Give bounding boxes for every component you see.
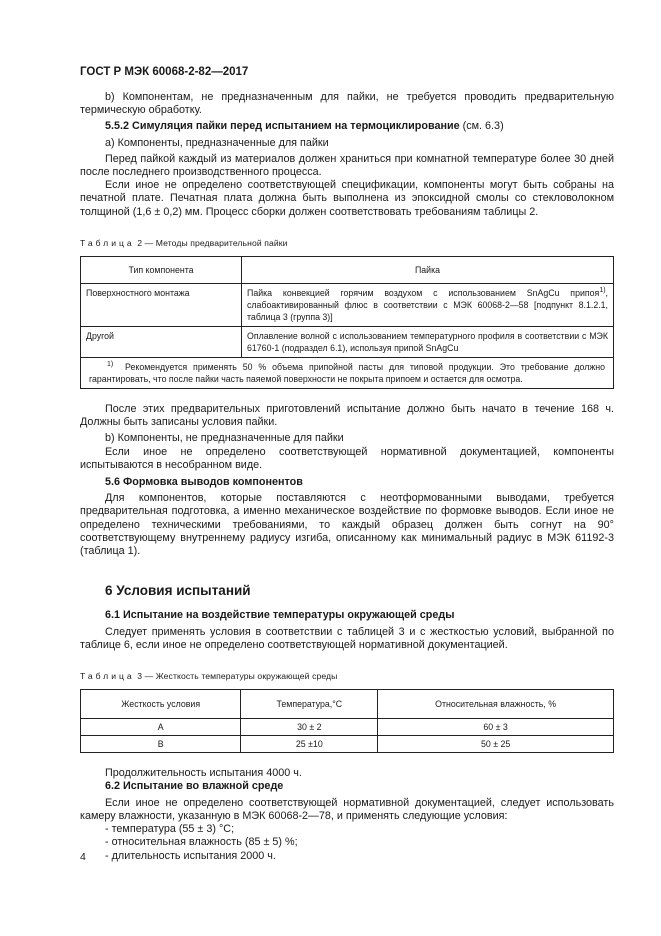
page-content: [80, 91, 614, 863]
subsection-title: Формовка выводов компонентов: [123, 476, 303, 489]
item-b-non-solderable: b) Компоненты, не предназначенные для пайки: [105, 432, 344, 445]
table-header-row: [81, 257, 614, 284]
ambient-conditions-paragraph: Следует применять условия в соответствии с таблицей 3 и с жесткостью условий, выбранной по таблице 6, если иное не определено соответствующей нормативной документацией.: [80, 625, 614, 651]
subsection-number: 5.6: [105, 476, 121, 489]
conditions-list: [80, 823, 614, 863]
table-2-caption: [80, 237, 614, 250]
subsection-title: Испытание во влажной среде: [123, 780, 284, 793]
table-caption-label: Таблица: [80, 671, 135, 682]
cell-humidity: 50 ± 25: [378, 736, 614, 753]
cell-component-type: Другой: [81, 327, 242, 358]
storage-paragraph: Перед пайкой каждый из материалов должен храниться при комнатной температуре более 30 дней после последнего производственного процесса.: [80, 152, 614, 179]
table-caption-label: Таблица: [80, 237, 135, 248]
item-b-no-heat-treatment: b) Компонентам, не предназначенным для пайки, не требуется проводить предварительную термическую обработку.: [80, 91, 614, 117]
column-header-solder: Пайка: [242, 257, 614, 284]
table-row: [81, 719, 614, 736]
footnote-ref: 1): [599, 287, 606, 295]
table-row: [81, 736, 614, 753]
subsection-number: 6.2: [105, 780, 121, 793]
subsection-title: Симуляция пайки перед испытанием на термоциклирование: [132, 120, 460, 133]
test-duration: Продолжительность испытания 4000 ч.: [105, 767, 302, 780]
cell-humidity: 60 ± 3: [378, 719, 614, 736]
column-header-humidity: Относительная влажность, %: [378, 690, 614, 719]
footnote-mark: 1): [107, 361, 114, 369]
cell-severity: B: [81, 736, 241, 753]
section-6-heading: [80, 584, 614, 597]
table-3: [80, 689, 614, 753]
table-caption-text: 3 — Жесткость температуры окружающей среды: [137, 671, 338, 682]
list-item: - относительная влажность (85 ± 5) %;: [105, 836, 298, 849]
table-caption-text: 2 — Методы предварительной пайки: [137, 237, 288, 248]
table-3-caption: [80, 670, 614, 683]
cell-solder-method: Оплавление волной с использованием температурного профиля в соответствии с МЭК 61760-1 (подраздел 6.1), используя припой SnAgCu: [242, 327, 614, 358]
table-row: [81, 327, 614, 358]
cell-solder-method: [242, 284, 614, 327]
table-row: [81, 284, 614, 327]
lead-forming-paragraph: Для компонентов, которые поставляются с неотформованными выводами, требуется предварительная подготовка, а именно механическое воздействие по формовке выводов. Если иное не определено техническими требованиями, то каждый образец должен быть согнут на 90° соответствующему внутреннему радиусу изгиба, описанному как минимальный радиус в МЭК 61192-3 (таблица 1).: [80, 492, 614, 558]
table-header-row: [81, 690, 614, 719]
subsection-title: Испытание на воздействие температуры окружающей среды: [123, 609, 455, 622]
table-2: [80, 256, 614, 389]
table-footnote: [81, 358, 614, 389]
subsection-5-5-2-heading: [80, 120, 614, 133]
humidity-chamber-paragraph: Если иное не определено соответствующей нормативной документацией, следует использовать камеру влажности, указанную в МЭК 60068-2—78, и применять следующие условия:: [80, 796, 614, 822]
footnote-text: Рекомендуется применять 50 % объема припойной пасты для типовой продукции. Это требование должно гарантировать, что после пайки часть паяемой поверхности не покрыта припоем и остается для осмотра.: [89, 362, 606, 385]
subsection-number: 5.5.2: [105, 120, 130, 133]
method-text: Пайка конвекцией горячим воздухом с использованием SnAgCu припоя: [247, 288, 600, 299]
column-header-severity: Жесткость условия: [81, 690, 241, 719]
subsection-6-2-heading: [80, 780, 614, 793]
column-header-temperature: Температура,°С: [241, 690, 378, 719]
subsection-number: 6.1: [105, 609, 121, 622]
list-item: - температура (55 ± 3) °С;: [105, 823, 235, 836]
document-header: ГОСТ Р МЭК 60068-2-82—2017: [80, 66, 249, 78]
table-footnote-row: [81, 358, 614, 389]
page-number: 4: [80, 851, 86, 863]
assembly-paragraph: Если иное не определено соответствующей спецификации, компоненты могут быть собраны на печатной плате. Печатная плата должна быть выполнена из эпоксидной смолы со стекловолокном толщиной (1,6 ± 0,2) мм. Процесс сборки должен соответствовать требованиям таблицы 2.: [80, 179, 614, 218]
subsection-5-6-heading: [80, 476, 614, 489]
method-text-cont: , слабоактивированный флюс в соответствии с МЭК 60068-2—58 [подпункт 8.1.2.1, таблица 3 (группа 3)]: [247, 288, 608, 323]
unassembled-paragraph: Если иное не определено соответствующей нормативной документацией, компоненты испытываются в несобранном виде.: [80, 445, 614, 471]
cell-component-type: Поверхностного монтажа: [81, 284, 242, 327]
cell-temperature: 25 ±10: [241, 736, 378, 753]
section-number: 6: [105, 583, 113, 599]
item-a-solderable: a) Компоненты, предназначенные для пайки: [105, 136, 329, 149]
subsection-6-1-heading: [80, 609, 614, 622]
section-title: Условия испытаний: [116, 583, 251, 599]
subsection-ref: (см. 6.3): [462, 120, 504, 133]
start-within-paragraph: После этих предварительных приготовлений испытание должно быть начато в течение 168 ч. Должны быть записаны условия пайки.: [80, 403, 614, 429]
cell-temperature: 30 ± 2: [241, 719, 378, 736]
cell-severity: A: [81, 719, 241, 736]
column-header-type: Тип компонента: [81, 257, 242, 284]
list-item: - длительность испытания 2000 ч.: [105, 849, 276, 862]
